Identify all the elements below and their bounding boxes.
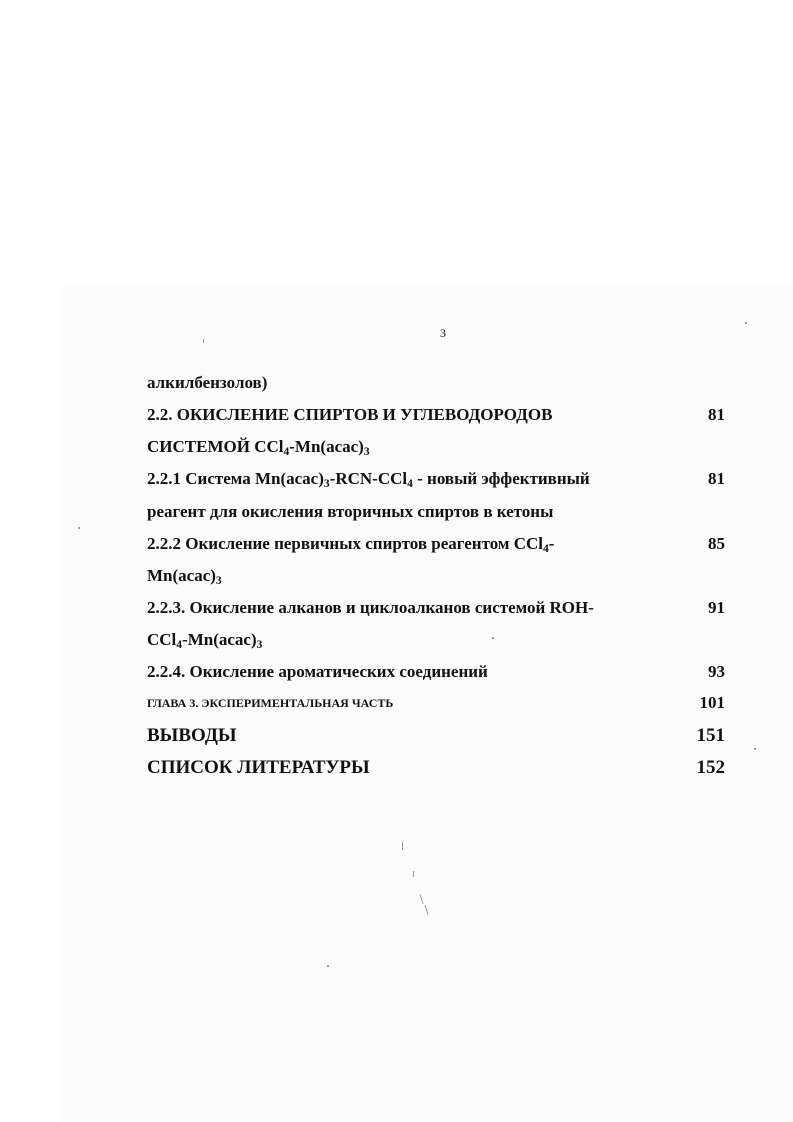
toc-entry — [147, 565, 725, 597]
toc-entry — [147, 372, 725, 404]
toc-page-number: 101 — [699, 693, 725, 712]
toc-entry-section-2-2-2 — [147, 533, 725, 565]
toc-entry — [147, 629, 725, 661]
toc-entry-text: 2.2.3. Окисление алканов и циклоалканов системой ROH- — [147, 598, 594, 617]
toc-entry-conclusions — [147, 725, 725, 757]
toc-page-number: 81 — [708, 469, 725, 488]
scan-speck — [402, 842, 403, 850]
toc-entry-text: 2.2.1 Система $Mn(acac)_3-RCN-CCl_4$ - новый эффективный — [147, 469, 590, 490]
toc-entry-section-2-2-1 — [147, 468, 725, 500]
toc-entry-text: $Mn(acac)_3$ — [147, 566, 222, 587]
toc-page-number: 93 — [708, 662, 725, 681]
toc-entry-text: 2.2.2 Окисление первичных спиртов реагентом CCl$_4$- — [147, 534, 555, 555]
toc-entry-text: СИСТЕМОЙ $CCl_4-Mn(acac)_3$ — [147, 437, 370, 458]
toc-page-number: 91 — [708, 598, 725, 617]
toc-entry-text: ВЫВОДЫ — [147, 725, 237, 746]
scan-speck — [78, 527, 80, 529]
toc-page-number: 81 — [708, 405, 725, 424]
toc-entry-text: 2.2.4. Окисление ароматических соединений — [147, 662, 488, 681]
toc-entry-text: $CCl_4-Mn(acac)_3$ — [147, 630, 263, 651]
toc-entry-section-2-2-3 — [147, 597, 725, 629]
scan-speck — [413, 871, 414, 877]
toc-page-number: 151 — [696, 725, 725, 746]
toc-entry-section-2-2-4 — [147, 661, 725, 693]
scan-speck — [203, 339, 204, 343]
toc-entry-text: СПИСОК ЛИТЕРАТУРЫ — [147, 757, 370, 778]
toc-entry-references — [147, 757, 725, 789]
scan-speck — [754, 748, 756, 750]
toc-entry-text: ГЛАВА 3. ЭКСПЕРИМЕНТАЛЬНАЯ ЧАСТЬ — [147, 696, 394, 710]
toc-page-number: 85 — [708, 534, 725, 553]
scan-speck — [492, 637, 494, 639]
toc-entry — [147, 436, 725, 468]
toc-entry-text: алкилбензолов) — [147, 373, 268, 392]
toc-entry-chapter-3 — [147, 692, 725, 724]
scan-speck — [327, 965, 329, 967]
toc-entry-section-2-2 — [147, 404, 725, 436]
scan-speck — [745, 322, 747, 324]
page-number: 3 — [440, 326, 446, 340]
toc-entry — [147, 501, 725, 533]
toc-page-number: 152 — [696, 757, 725, 778]
toc-entry-text: реагент для окисления вторичных спиртов в кетоны — [147, 502, 554, 521]
toc-entry-text: 2.2. ОКИСЛЕНИЕ СПИРТОВ И УГЛЕВОДОРОДОВ — [147, 405, 553, 424]
